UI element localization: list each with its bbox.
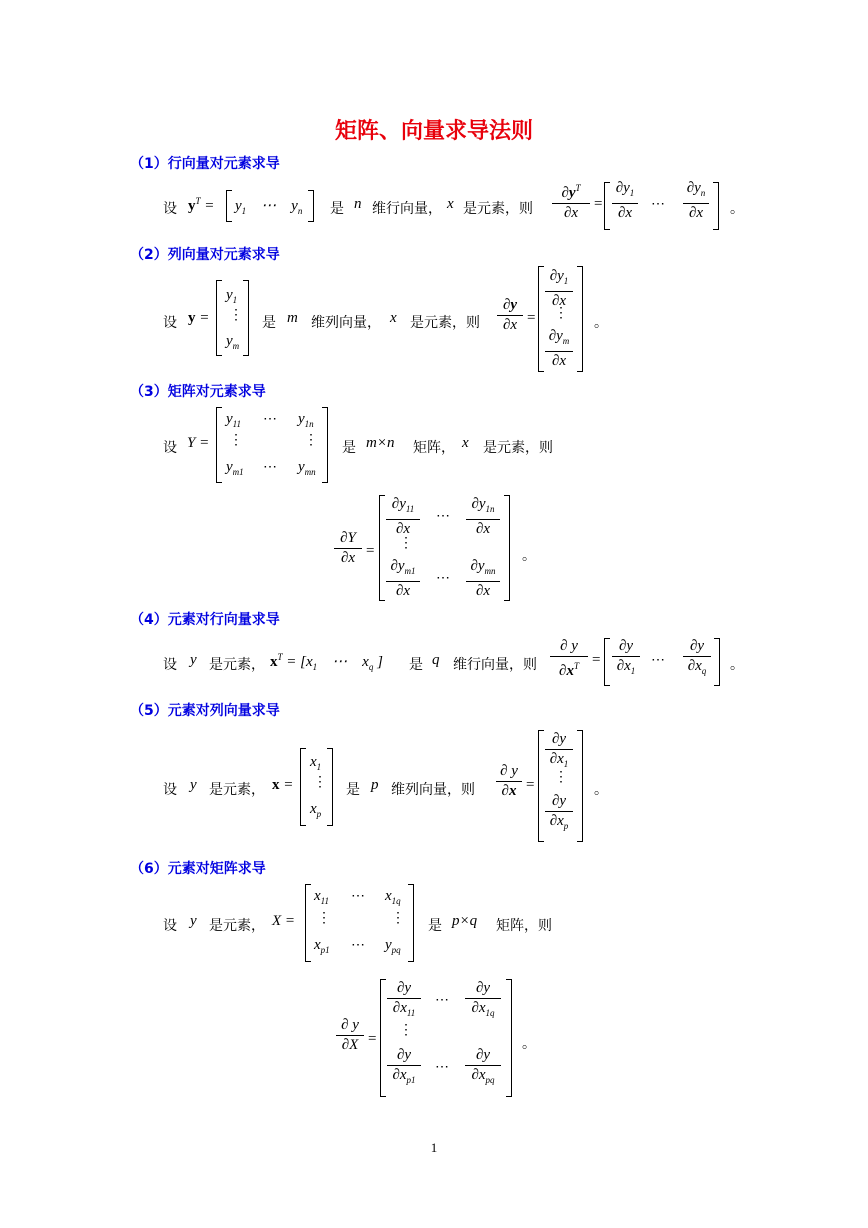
- s3-rhs-hdots-bottom: ⋯: [436, 571, 450, 586]
- s1-rhs-frac-n: $\frac{\partial y_n}{\partial x}$: [683, 180, 709, 222]
- s4-rhs-bracket-right: [714, 638, 720, 686]
- s2-end: 。: [594, 315, 608, 331]
- s3-rhs-hdots-top: ⋯: [436, 509, 450, 524]
- s6-rhs-frac-p1: $\frac{\partial y}{\partial x_{p1}}$: [387, 1047, 421, 1089]
- s3-ym1: $y_{m1}$: [226, 459, 244, 477]
- s5-bracket-left: [300, 748, 306, 826]
- s1-bracket-right: [308, 190, 314, 222]
- s2-rhs-frac-1: $\frac{\partial y_1}{\partial x}$: [545, 268, 573, 310]
- s1-rhs-dots: ⋯: [651, 197, 665, 212]
- s6-x1q: $x_{1q}$: [385, 888, 401, 906]
- s6-pxq: p×q: [452, 913, 478, 929]
- s3-bracket-left: [216, 407, 222, 483]
- s6-x11: $x_{11}$: [314, 888, 330, 906]
- s6-hdots-bottom: ⋯: [351, 938, 365, 953]
- s4-rhs-bracket-left: [604, 638, 610, 686]
- s3-text-c: 矩阵，: [413, 440, 455, 456]
- s2-rhs-bracket-right: [577, 266, 583, 372]
- page-title: 矩阵、向量求导法则: [334, 119, 533, 144]
- s3-y11: $y_{11}$: [226, 411, 242, 429]
- s6-text-a: 设: [163, 918, 177, 934]
- s2-formula-y: y =: [188, 310, 210, 326]
- s4-text-d: 维行向量，则: [453, 657, 537, 673]
- s5-text-c: 是: [346, 782, 360, 798]
- s4-rhs-dots: ⋯: [651, 653, 665, 668]
- s3-y1n: $y_{1n}$: [298, 411, 314, 429]
- s2-y1: $y_1$: [226, 287, 238, 305]
- s5-text-d: 维列向量，则: [391, 782, 475, 798]
- s2-bracket-left: [216, 280, 222, 356]
- s1-bracket-left: [226, 190, 232, 222]
- s2-vdots: ⋮: [229, 308, 243, 323]
- s3-hdots-bottom: ⋯: [263, 460, 277, 475]
- s6-text-b: 是元素，: [209, 918, 265, 934]
- s6-rhs-hdots-bottom: ⋯: [435, 1060, 449, 1075]
- s3-end: 。: [522, 548, 536, 564]
- s4-rhs-frac-1: $\frac{\partial y}{\partial x_1}$: [612, 638, 640, 680]
- s6-y: y: [190, 913, 197, 929]
- s6-rhs-frac-11: $\frac{\partial y}{\partial x_{11}}$: [387, 980, 421, 1022]
- s2-bracket-right: [243, 280, 249, 356]
- s2-rhs-vdots: ⋮: [554, 306, 568, 321]
- s5-rhs-frac-p: $\frac{\partial y}{\partial x_p}$: [545, 793, 573, 835]
- s2-rhs-frac-m: $\frac{\partial y_m}{\partial x}$: [545, 328, 573, 370]
- s6-vdots-right: ⋮: [391, 911, 405, 926]
- s4-derivative-lhs: $\frac{\partial y}{\partial x^T}$: [550, 638, 588, 680]
- s6-formula-X: X =: [272, 913, 296, 929]
- s5-xp: $x_p$: [310, 801, 322, 819]
- s4-formula-x: $x^T = [x_1$ ⋯ $x_q$ ]: [270, 652, 383, 672]
- s6-rhs-bracket-left: [380, 979, 386, 1097]
- s3-derivative-lhs: $\frac{\partial Y}{\partial x}$: [334, 530, 362, 567]
- s6-rhs-hdots-top: ⋯: [435, 993, 449, 1008]
- s1-text-d: 是元素，则: [463, 201, 533, 217]
- s1-text-b: 是: [330, 201, 344, 217]
- s2-ym: $y_m$: [226, 333, 240, 351]
- s1-text-a: 设: [163, 201, 177, 217]
- s1-elem: $y_1$ ⋯ $y_n$: [235, 198, 303, 216]
- s3-ymn: $y_{mn}$: [298, 459, 316, 477]
- s5-y: y: [190, 777, 197, 793]
- s6-bracket-right: [408, 884, 414, 962]
- s5-rhs-bracket-left: [538, 730, 544, 842]
- s3-formula-Y: Y =: [187, 435, 210, 451]
- s2-text-d: 是元素，则: [410, 315, 480, 331]
- s3-text-d: 是元素，则: [483, 440, 553, 456]
- s1-end: 。: [730, 201, 744, 217]
- s5-rhs-frac-1: $\frac{\partial y}{\partial x_1}$: [545, 731, 573, 773]
- s6-ypq: $y_{pq}$: [385, 937, 401, 955]
- s3-rhs-bracket-right: [504, 495, 510, 601]
- s1-text-c: 维行向量，: [372, 201, 442, 217]
- s5-rhs-vdots: ⋮: [554, 770, 568, 785]
- section-2-heading: （2）列向量对元素求导: [130, 247, 280, 263]
- s5-bracket-right: [327, 748, 333, 826]
- s6-xp1: $x_{p1}$: [314, 937, 330, 955]
- s5-text-a: 设: [163, 782, 177, 798]
- s1-rhs-bracket-left: [604, 182, 610, 230]
- s2-text-a: 设: [163, 315, 177, 331]
- s3-text-a: 设: [163, 440, 177, 456]
- section-6-heading: （6）元素对矩阵求导: [130, 861, 266, 877]
- section-5-heading: （5）元素对列向量求导: [130, 703, 280, 719]
- s2-rhs-bracket-left: [538, 266, 544, 372]
- s3-bracket-right: [322, 407, 328, 483]
- s4-q: q: [432, 652, 440, 668]
- s5-vdots: ⋮: [313, 775, 327, 790]
- s6-derivative-lhs: $\frac{\partial y}{\partial X}$: [336, 1017, 364, 1054]
- s1-rhs-frac-1: $\frac{\partial y_1}{\partial x}$: [612, 180, 638, 222]
- s6-equals: =: [368, 1031, 377, 1047]
- s2-m: m: [287, 310, 298, 326]
- s3-equals: =: [366, 543, 375, 559]
- s5-derivative-lhs: $\frac{\partial y}{\partial x}$: [496, 763, 522, 800]
- s3-text-b: 是: [342, 440, 356, 456]
- section-3-heading: （3）矩阵对元素求导: [130, 384, 266, 400]
- s1-x: x: [447, 196, 454, 212]
- s6-end: 。: [522, 1036, 536, 1052]
- s3-vdots-right: ⋮: [304, 433, 318, 448]
- section-4-heading: （4）元素对行向量求导: [130, 612, 280, 628]
- s2-text-c: 维列向量，: [311, 315, 381, 331]
- s6-rhs-bracket-right: [506, 979, 512, 1097]
- s6-hdots-top: ⋯: [351, 889, 365, 904]
- s6-text-c: 是: [428, 918, 442, 934]
- section-1-heading: （1）行向量对元素求导: [130, 156, 280, 172]
- s5-rhs-bracket-right: [577, 730, 583, 842]
- s4-text-c: 是: [409, 657, 423, 673]
- s6-rhs-frac-pq: ∂y $\partial x_{pq}$: [465, 1047, 501, 1089]
- s3-rhs-frac-1n: $\frac{\partial y_{1n}}{\partial x}$: [466, 496, 500, 538]
- s4-end: 。: [730, 657, 744, 673]
- s6-rhs-frac-1q: $\frac{\partial y}{\partial x_{1q}}$: [465, 980, 501, 1022]
- s4-text-a: 设: [163, 657, 177, 673]
- s2-x: x: [390, 310, 397, 326]
- s5-p: p: [371, 777, 379, 793]
- page-number: 1: [430, 1140, 438, 1155]
- s1-n: n: [354, 196, 362, 212]
- s5-end: 。: [594, 782, 608, 798]
- s3-rhs-frac-11: $\frac{\partial y_{11}}{\partial x}$: [386, 496, 420, 538]
- s3-mxn: m×n: [366, 435, 395, 451]
- s4-rhs-frac-q: $\frac{\partial y}{\partial x_q}$: [683, 638, 711, 680]
- s5-text-b: 是元素，: [209, 782, 265, 798]
- s2-derivative-lhs: $\frac{\partial y}{\partial x}$: [497, 297, 523, 334]
- s2-equals: =: [527, 310, 536, 326]
- s1-equals: =: [594, 196, 603, 212]
- s1-derivative-lhs: $\frac{\partial y^T}{\partial x}$: [552, 180, 590, 222]
- s4-text-b: 是元素，: [209, 657, 265, 673]
- s2-text-b: 是: [262, 315, 276, 331]
- s3-rhs-frac-mn: $\partial y_{mn}$ ∂x: [466, 558, 500, 600]
- s5-equals: =: [526, 777, 535, 793]
- s3-rhs-vdots: ⋮: [399, 536, 413, 551]
- s6-bracket-left: [305, 884, 311, 962]
- s3-hdots-top: ⋯: [263, 412, 277, 427]
- s5-x1: $x_1$: [310, 754, 322, 772]
- s3-x: x: [462, 435, 469, 451]
- s4-y: y: [190, 652, 197, 668]
- s3-rhs-bracket-left: [379, 495, 385, 601]
- s4-equals: =: [592, 652, 601, 668]
- s6-text-d: 矩阵，则: [496, 918, 552, 934]
- s1-formula-y: $y^T$ =: [188, 196, 215, 214]
- s3-rhs-frac-m1: $\frac{\partial y_{m1}}{\partial x}$: [386, 558, 420, 600]
- s3-vdots-left: ⋮: [229, 433, 243, 448]
- s6-rhs-vdots: ⋮: [399, 1023, 413, 1038]
- s1-rhs-bracket-right: [713, 182, 719, 230]
- s6-vdots-left: ⋮: [317, 911, 331, 926]
- s5-formula-x: x =: [272, 777, 294, 793]
